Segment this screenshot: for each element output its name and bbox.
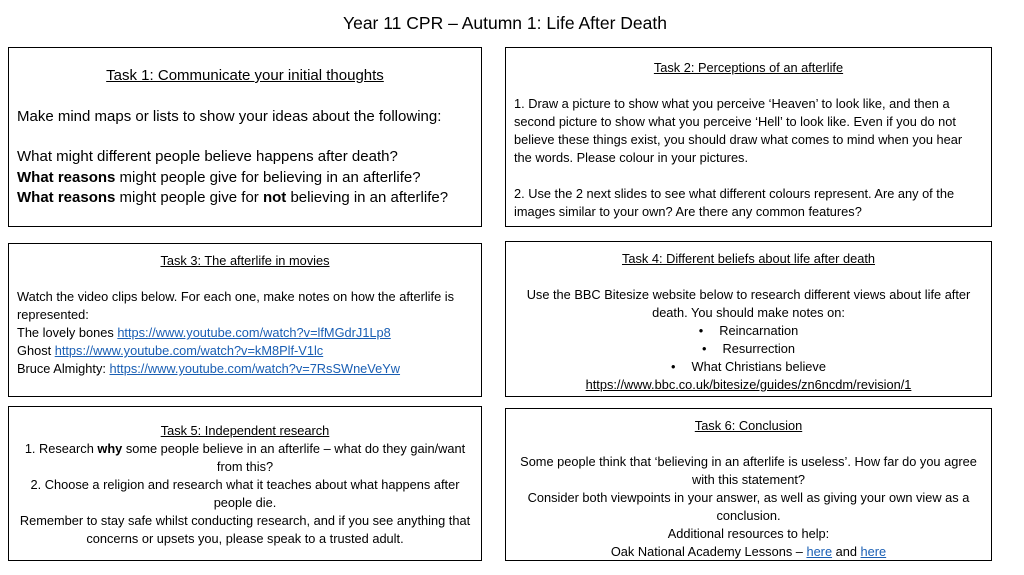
task1-heading: Task 1: Communicate your initial thoughts [106, 67, 384, 84]
task1-question-2 [17, 168, 473, 189]
task3-heading: Task 3: The afterlife in movies [160, 253, 330, 268]
task3-clip-3 [17, 360, 473, 378]
task1-q3-not: not [262, 189, 287, 206]
task4-bullet-list [514, 322, 983, 376]
task4-bbc-link[interactable]: https://www.bbc.co.uk/bitesize/guides/zn6ncdm/revision/1 [585, 377, 912, 392]
task2-heading: Task 2: Perceptions of an afterlife [653, 60, 844, 75]
task4-box [505, 241, 992, 397]
task5-l1-a: 1. Research [24, 441, 98, 456]
task5-heading: Task 5: Independent research [160, 423, 330, 438]
clip-label: Ghost [17, 343, 55, 358]
task2-paragraph-1: 1. Draw a picture to show what you perceive ‘Heaven’ to look like, and then a second picture to show what you perceive ‘Hell’ to look like. Even if you do not believe these things exist, you should draw what comes to mind when you hear the words. Please colour in your pictures. [514, 96, 963, 165]
clip-link[interactable]: https://www.youtube.com/watch?v=7RsSWneVeYw [109, 361, 401, 376]
task4-intro: Use the BBC Bitesize website below to research different views about life after death. You should make notes on: [526, 287, 971, 320]
task5-line-1 [17, 440, 473, 476]
task3-intro: Watch the video clips below. For each one, make notes on how the afterlife is represented: [17, 289, 454, 322]
bullet-item: • Reincarnation [514, 322, 983, 340]
task6-paragraph-2: Consider both viewpoints in your answer, as well as giving your own view as a conclusion. [527, 490, 970, 523]
task1-question-3 [17, 188, 473, 209]
task2-box [505, 47, 992, 227]
task6-paragraph-3: Additional resources to help: [667, 526, 830, 541]
task6-heading: Task 6: Conclusion [694, 418, 803, 433]
task1-question-1: What might different people believe happens after death? [17, 148, 398, 165]
task1-intro: Make mind maps or lists to show your ideas about the following: [17, 107, 442, 125]
task6-paragraph-1: Some people think that ‘believing in an afterlife is useless’. How far do you agree with this statement? [520, 454, 977, 487]
clip-label: Bruce Almighty: [17, 361, 110, 376]
task4-heading: Task 4: Different beliefs about life after death [621, 251, 875, 266]
bullet-item: • What Christians believe [514, 358, 983, 376]
task5-line-3: Remember to stay safe whilst conducting research, and if you see anything that concerns or upsets you, please speak to a trusted adult. [19, 513, 471, 546]
clip-link[interactable]: https://www.youtube.com/watch?v=lfMGdrJ1Lp8 [117, 325, 391, 340]
task1-box [8, 47, 482, 227]
task5-l1-bold: why [97, 441, 123, 456]
task5-l1-b: some people believe in an afterlife – what do they gain/want from this? [122, 441, 466, 474]
task1-q2-rest: might people give for believing in an afterlife? [115, 168, 421, 186]
task6-box [505, 408, 992, 561]
task3-box [8, 243, 482, 397]
task5-box [8, 406, 482, 561]
task1-q3-bold: What reasons [17, 189, 116, 206]
task1-q3-end: believing in an afterlife? [286, 189, 449, 206]
task5-line-2: 2. Choose a religion and research what it teaches about what happens after people die. [30, 477, 460, 510]
task1-q3-mid: might people give for [115, 189, 263, 206]
task6-and: and [832, 544, 861, 559]
oak-link-2[interactable]: here [860, 544, 887, 559]
clip-link[interactable]: https://www.youtube.com/watch?v=kM8Plf-V1lc [54, 343, 324, 358]
clip-label: The lovely bones [17, 325, 118, 340]
task3-clip-1 [17, 324, 473, 342]
task6-p4-a: Oak National Academy Lessons – [610, 544, 807, 559]
task6-resources [514, 543, 983, 561]
page-title: Year 11 CPR – Autumn 1: Life After Death [343, 13, 667, 33]
bullet-item: • Resurrection [514, 340, 983, 358]
task1-q2-bold: What reasons [17, 168, 116, 186]
oak-link-1[interactable]: here [806, 544, 833, 559]
task3-clip-2 [17, 342, 473, 360]
task2-paragraph-2: 2. Use the 2 next slides to see what different colours represent. Are any of the images similar to your own? Are there any common features? [514, 186, 955, 219]
